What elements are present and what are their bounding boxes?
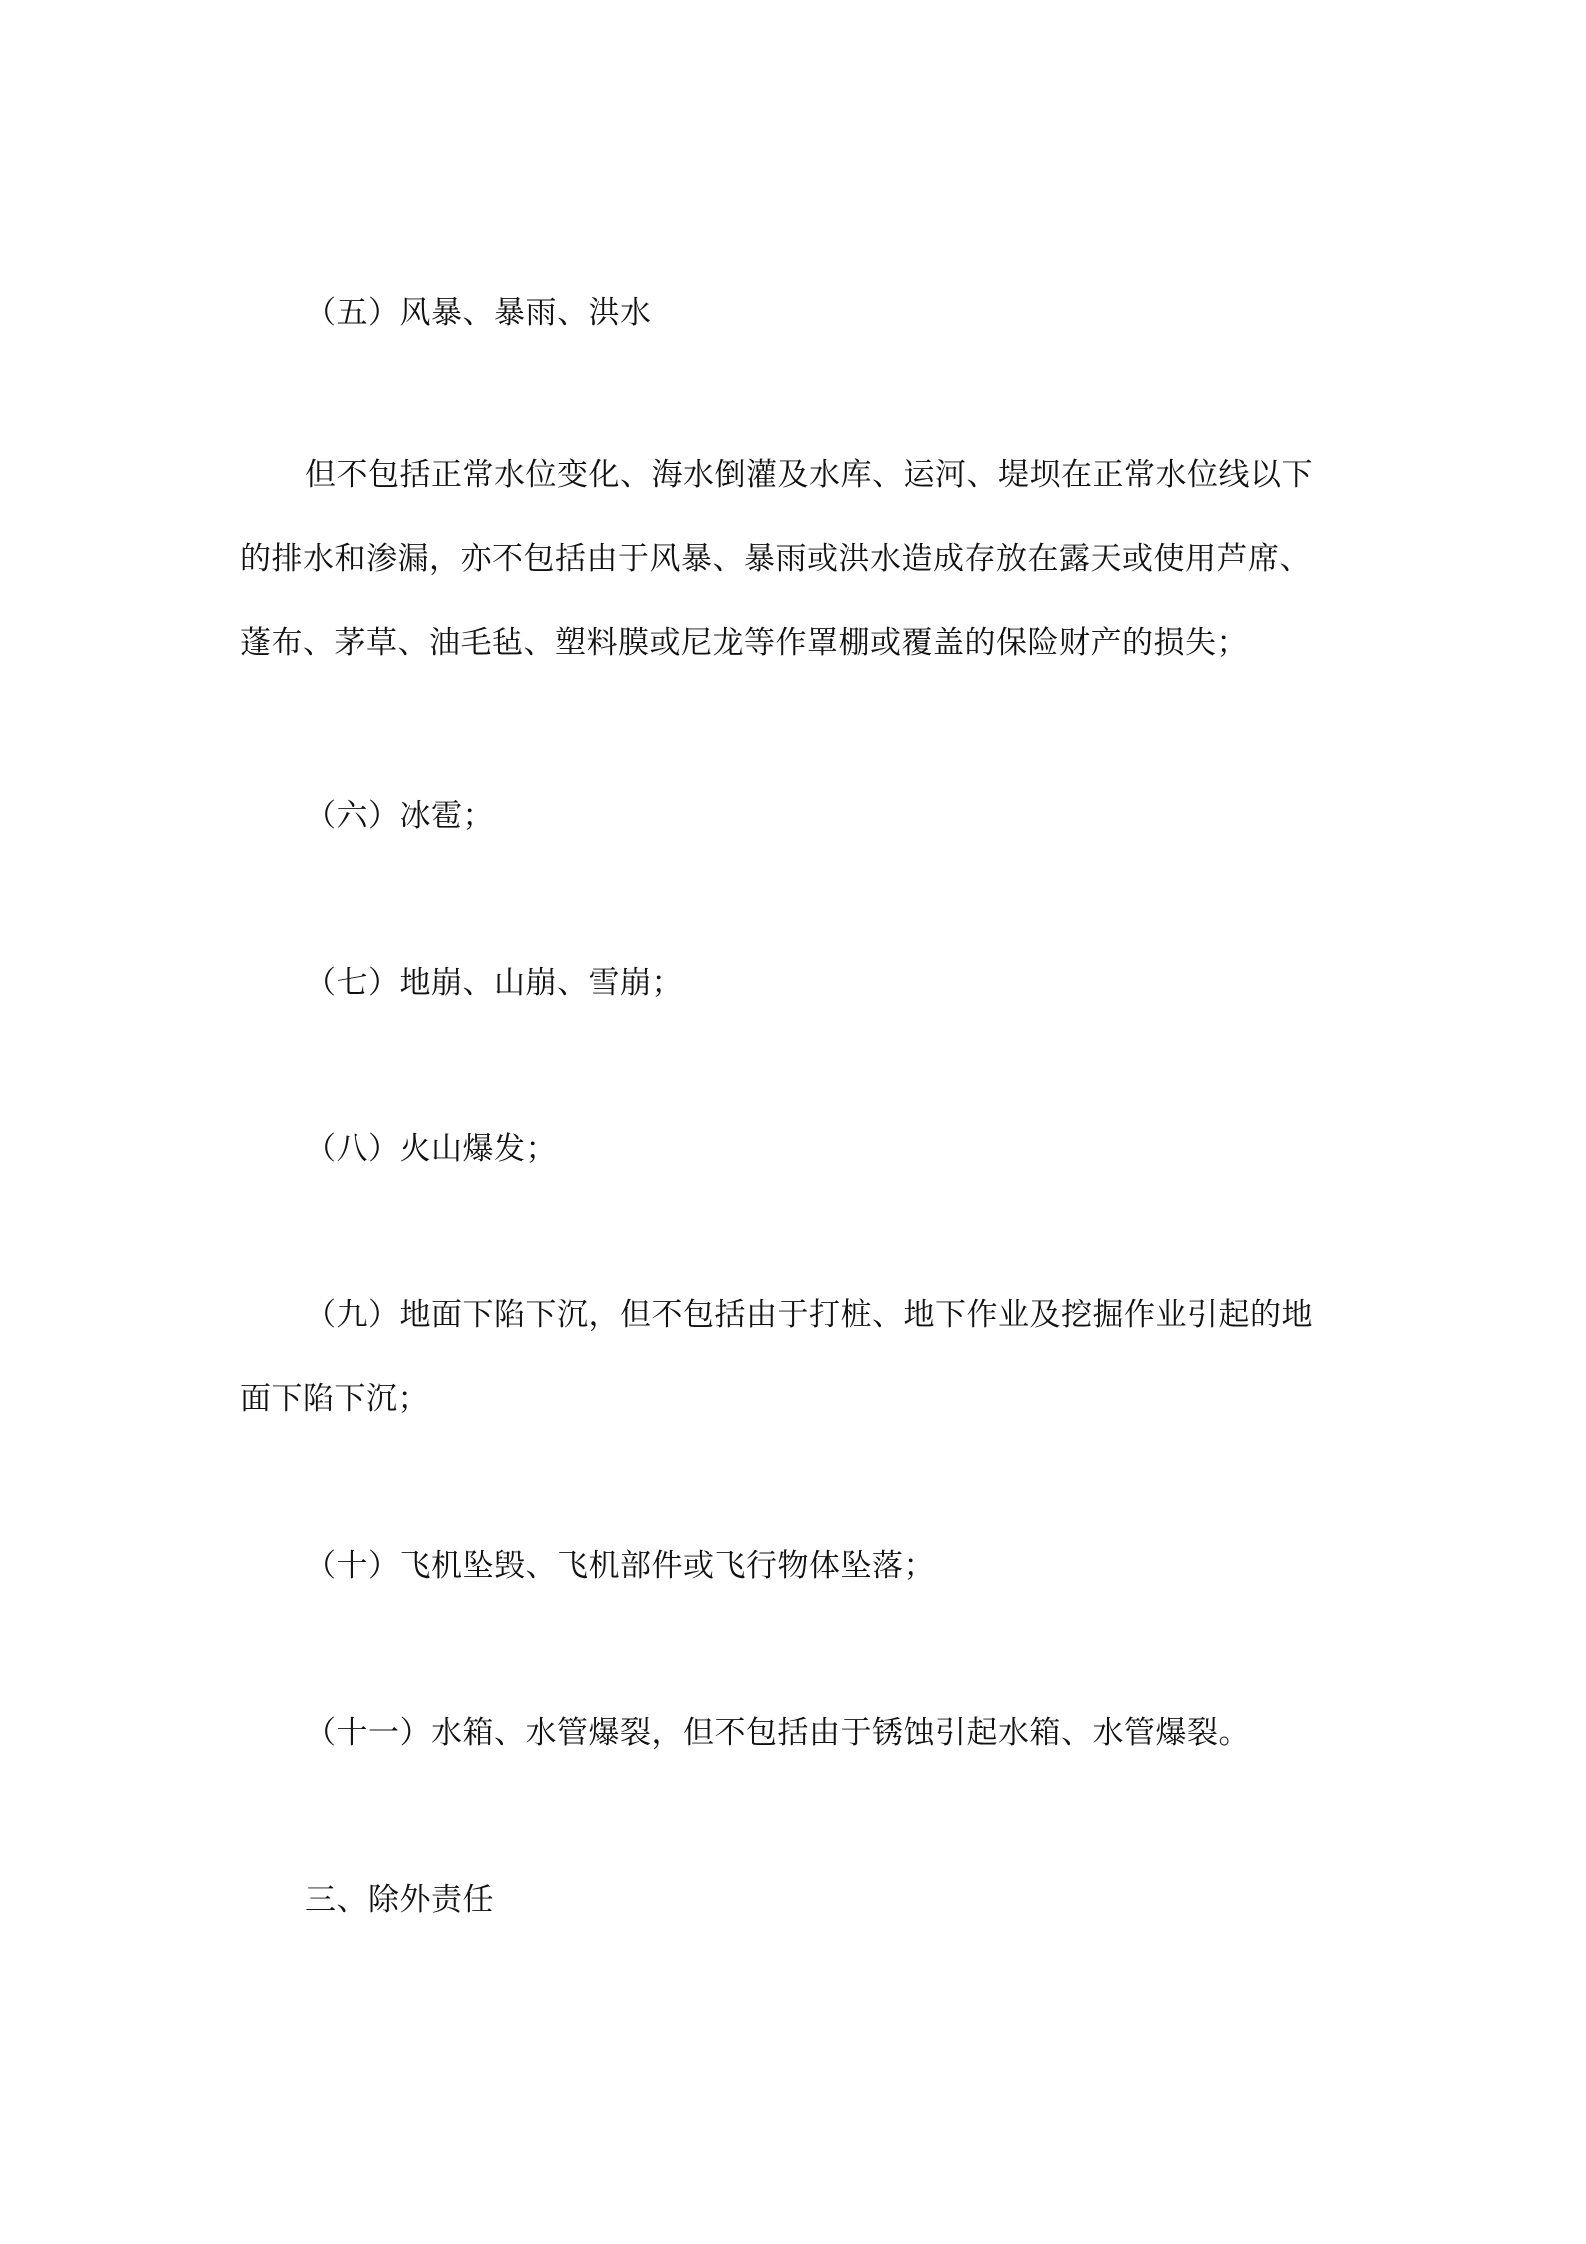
paragraph-storm-exclusion xyxy=(240,454,1340,664)
item-water-tank xyxy=(305,1712,1405,1754)
text-line: （十）飞机坠毁、飞机部件或飞行物体坠落； xyxy=(305,1548,935,1584)
item-hail xyxy=(305,795,1405,837)
text-line: 面下陷下沉； xyxy=(240,1381,429,1417)
text-line: （十一）水箱、水管爆裂，但不包括由于锈蚀引起水箱、水管爆裂。 xyxy=(305,1715,1250,1751)
text-line: 三、除外责任 xyxy=(305,1882,494,1918)
section-heading-exclusions xyxy=(305,1879,1405,1921)
item-landslide xyxy=(305,962,1405,1004)
text-line: 蓬布、茅草、油毛毡、塑料膜或尼龙等作罩棚或覆盖的保险财产的损失； xyxy=(240,625,1248,661)
item-volcano xyxy=(305,1128,1405,1170)
text-line: 的排水和渗漏，亦不包括由于风暴、暴雨或洪水造成存放在露天或使用芦席、 xyxy=(240,541,1311,577)
item-storm-heading xyxy=(305,292,1405,334)
text-line: （七）地崩、山崩、雪崩； xyxy=(305,965,683,1001)
item-aircraft xyxy=(305,1545,1405,1587)
paragraph-subsidence xyxy=(240,1294,1340,1420)
text-line: （六）冰雹； xyxy=(305,798,494,834)
text-line: 但不包括正常水位变化、海水倒灌及水库、运河、堤坝在正常水位线以下 xyxy=(305,457,1313,493)
text-line: （八）火山爆发； xyxy=(305,1131,557,1167)
text-line: （五）风暴、暴雨、洪水 xyxy=(305,295,652,331)
text-line: （九）地面下陷下沉，但不包括由于打桩、地下作业及挖掘作业引起的地 xyxy=(305,1297,1313,1333)
